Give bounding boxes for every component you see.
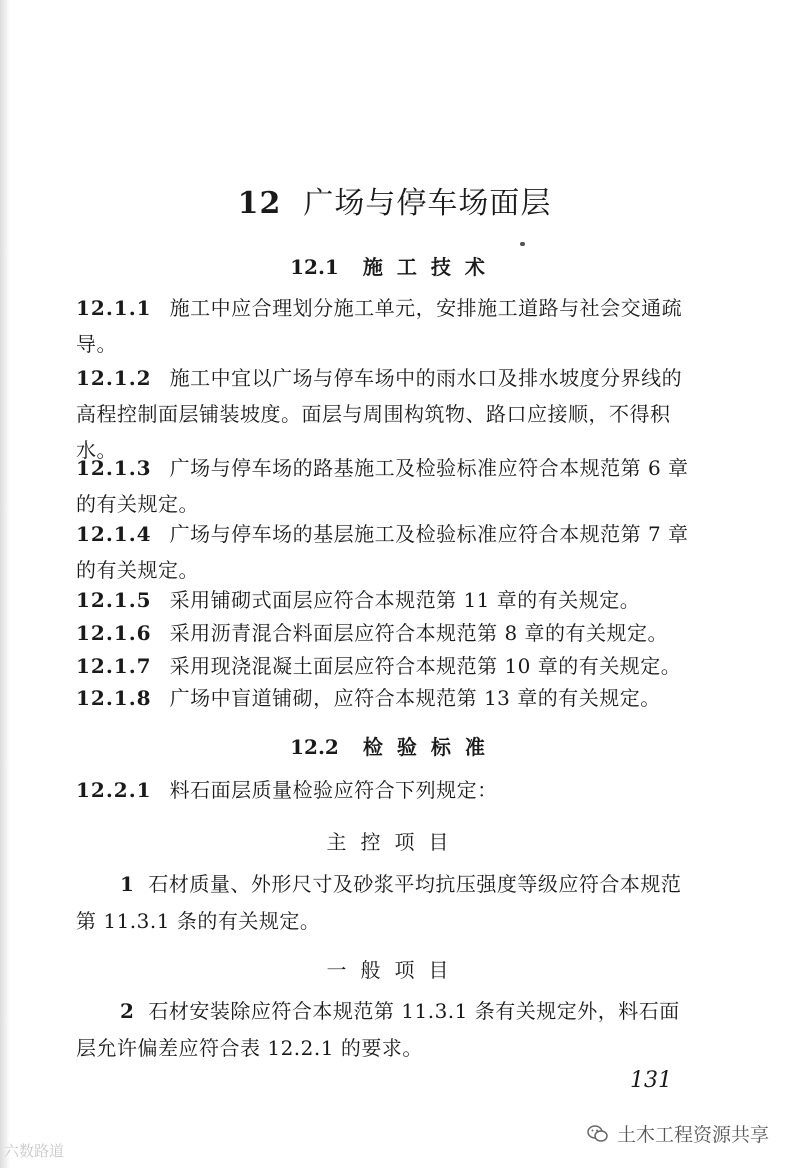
clause-text: 采用铺砌式面层应符合本规范第 11 章的有关规定。	[169, 588, 641, 612]
section-number: 12.1	[290, 255, 339, 279]
clause-text: 采用现浇混凝土面层应符合本规范第 10 章的有关规定。	[169, 654, 682, 678]
item-text: 石材质量、外形尺寸及砂浆平均抗压强度等级应符合本规范第 11.3.1 条的有关规定。	[76, 872, 682, 933]
chapter-number: 12	[237, 186, 282, 221]
clause-number: 12.1.7	[76, 654, 152, 678]
section-number: 12.2	[290, 735, 339, 759]
clause-text: 采用沥青混合料面层应符合本规范第 8 章的有关规定。	[169, 621, 669, 645]
section-title: 施工技术	[362, 255, 499, 279]
page-number: 131	[630, 1068, 672, 1093]
clause-number: 12.1.1	[76, 296, 152, 320]
clause-text: 广场与停车场的路基施工及检验标准应符合本规范第 6 章的有关规定。	[76, 456, 689, 516]
clause-12-1-3	[76, 450, 696, 522]
section-title: 检验标准	[362, 735, 499, 759]
clause-12-1-4	[76, 516, 696, 588]
watermark-right-text: 土木工程资源共享	[617, 1124, 770, 1146]
subheading-main-items: 主控项目	[326, 830, 463, 854]
item-number: 2	[120, 999, 135, 1023]
clause-12-1-7	[76, 648, 696, 684]
clause-text: 施工中宜以广场与停车场中的雨水口及排水坡度分界线的高程控制面层铺装坡度。面层与周围构筑物、路口应接顺，不得积水。	[76, 366, 683, 462]
section-heading-12-1	[0, 251, 789, 280]
clause-number: 12.1.5	[76, 588, 152, 612]
clause-number: 12.1.6	[76, 621, 152, 645]
chapter-title: 广场与停车场面层	[303, 186, 552, 221]
clause-12-1-8	[76, 680, 696, 716]
item-1	[76, 866, 696, 940]
watermark-right	[587, 1120, 769, 1147]
clause-number: 12.1.3	[76, 456, 152, 480]
clause-number: 12.1.2	[76, 366, 152, 390]
item-2	[76, 993, 696, 1067]
clause-text: 广场与停车场的基层施工及检验标准应符合本规范第 7 章的有关规定。	[76, 522, 689, 582]
clause-12-2-1	[76, 772, 696, 808]
section-heading-12-2	[0, 731, 789, 760]
chapter-heading	[0, 178, 789, 222]
watermark-left: 六数路道	[4, 1142, 65, 1160]
wechat-icon	[587, 1124, 609, 1144]
page-left-edge	[0, 0, 10, 1168]
clause-number: 12.1.8	[76, 686, 152, 710]
clause-12-1-6	[76, 615, 696, 651]
clause-number: 12.1.4	[76, 522, 152, 546]
clause-12-1-1	[76, 290, 696, 362]
item-number: 1	[120, 872, 135, 896]
item-text: 石材安装除应符合本规范第 11.3.1 条有关规定外，料石面层允许偏差应符合表 12.2.1 的要求。	[76, 999, 680, 1060]
clause-text: 广场中盲道铺砌，应符合本规范第 13 章的有关规定。	[169, 686, 661, 710]
clause-number: 12.2.1	[76, 778, 152, 802]
scan-speck	[520, 242, 525, 246]
clause-text: 料石面层质量检验应符合下列规定：	[169, 778, 498, 802]
subheading-general-items: 一般项目	[326, 958, 463, 982]
clause-12-1-5	[76, 582, 696, 618]
clause-text: 施工中应合理划分施工单元，安排施工道路与社会交通疏导。	[76, 296, 683, 356]
